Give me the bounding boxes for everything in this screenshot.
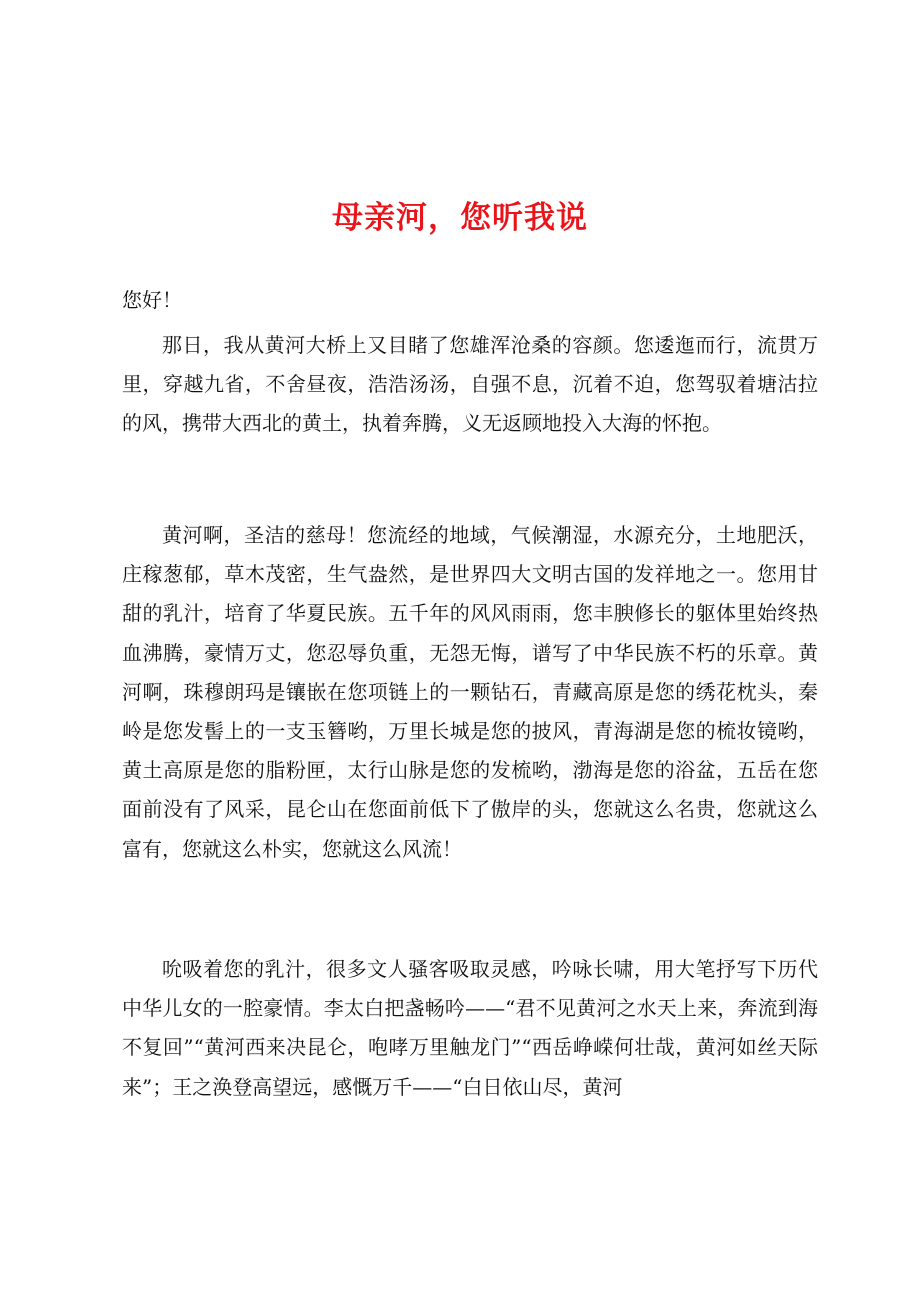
greeting-line: 您好！ bbox=[122, 288, 182, 312]
document-title: 母亲河，您听我说 bbox=[332, 200, 588, 236]
paragraph-2: 黄河啊，圣洁的慈母！您流经的地域，气候潮湿，水源充分，土地肥沃，庄稼葱郁，草木茂密，生气盎然，是世界四大文明古国的发祥地之一。您用甘甜的乳汁，培育了华夏民族。五千年的风风雨雨，您丰腴修长的躯体里始终热血沸腾，豪情万丈，您忍辱负重，无怨无悔，谱写了中华民族不朽的乐章。黄河啊，珠穆朗玛是镶嵌在您项链上的一颗钻石，青藏高原是您的绣花枕头，秦岭是您发髻上的一支玉簪哟，万里长城是您的披风，青海湖是您的梳妆镜哟，黄土高原是您的脂粉匣，太行山脉是您的发梳哟，渤海是您的浴盆，五岳在您面前没有了风采，昆仑山在您面前低下了傲岸的头，您就这么名贵，您就这么富有，您就这么朴实，您就这么风流！ bbox=[122, 523, 818, 861]
paragraph-3: 吮吸着您的乳汁，很多文人骚客吸取灵感，吟咏长啸，用大笔抒写下历代中华儿女的一腔豪情。李太白把盏畅吟——“君不见黄河之水天上来，奔流到海不复回”“黄河西来决昆仑，咆哮万里触龙门”“西岳峥嵘何壮哉，黄河如丝天际来”；王之涣登高望远，感慨万千——“白日依山尽，黄河 bbox=[122, 957, 818, 1099]
paragraph-1: 那日，我从黄河大桥上又目睹了您雄浑沧桑的容颜。您逶迤而行，流贯万里，穿越九省，不舍昼夜，浩浩汤汤，自强不息，沉着不迫，您驾驭着塘沽拉的风，携带大西北的黄土，执着奔腾，义无返顾地投入大海的怀抱。 bbox=[122, 333, 818, 436]
